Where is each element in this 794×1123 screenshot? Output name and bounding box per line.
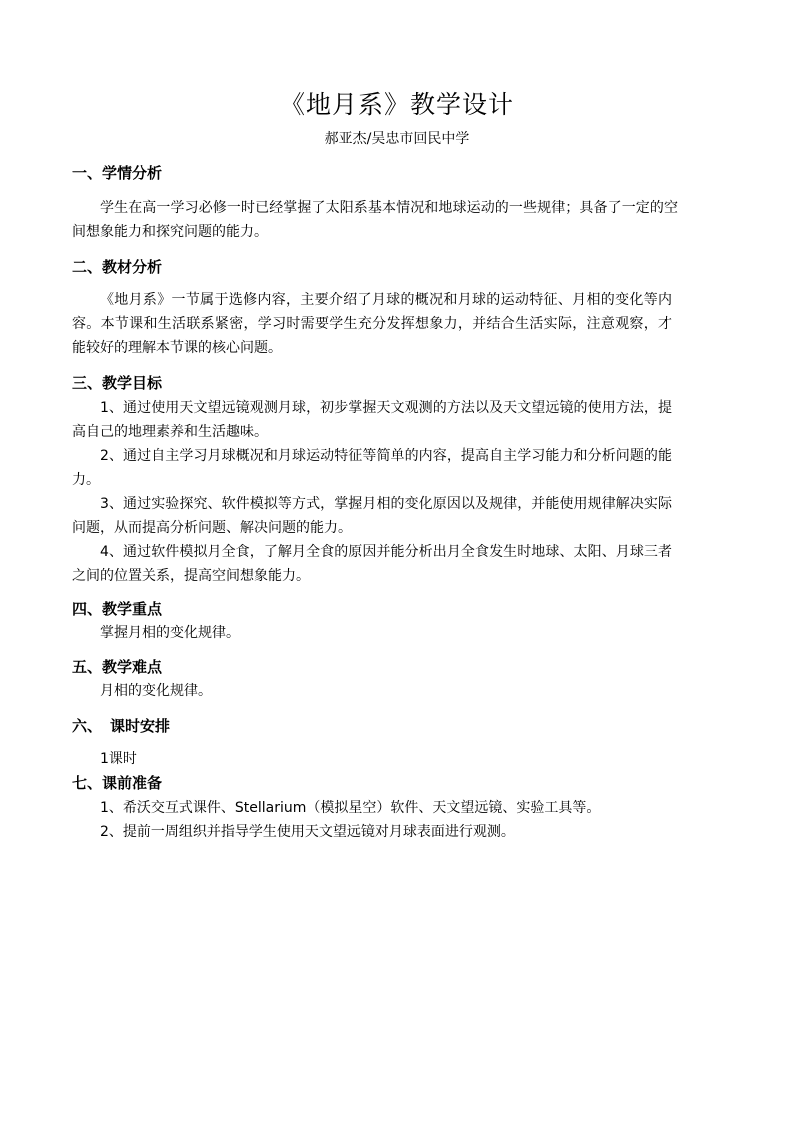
- section-text-learner-analysis: 学生在高一学习必修一时已经掌握了太阳系基本情况和地球运动的一些规律；具备了一定的空间想象能力和探究问题的能力。: [72, 200, 678, 240]
- preparation-item: 2、提前一周组织并指导学生使用天文望远镜对月球表面进行观测。: [100, 824, 515, 840]
- document-author: 郝亚杰/吴忠市回民中学: [324, 131, 470, 147]
- preparation-item: 1、希沃交互式课件、Stellarium（模拟星空）软件、天文望远镜、实验工具等。: [100, 800, 601, 816]
- objective-item: 4、通过软件模拟月全食，了解月全食的原因并能分析出月全食发生时地球、太阳、月球三者之间的位置关系，提高空间想象能力。: [72, 544, 672, 584]
- section-text-schedule: 1课时: [100, 751, 137, 767]
- section-heading-difficulties: 五、教学难点: [72, 658, 163, 676]
- section-heading-learner-analysis: 一、学情分析: [72, 164, 163, 182]
- section-text-key-points: 掌握月相的变化规律。: [100, 625, 240, 641]
- section-heading-schedule-label: 课时安排: [110, 717, 171, 735]
- section-text-difficulties: 月相的变化规律。: [100, 683, 212, 699]
- section-heading-textbook-analysis: 二、教材分析: [72, 258, 163, 276]
- section-heading-preparation: 七、课前准备: [72, 774, 163, 792]
- objective-item: 2、通过自主学习月球概况和月球运动特征等简单的内容，提高自主学习能力和分析问题的能力。: [72, 448, 672, 488]
- objective-item: 1、通过使用天文望远镜观测月球，初步掌握天文观测的方法以及天文望远镜的使用方法，提高自己的地理素养和生活趣味。: [72, 400, 672, 440]
- section-heading-teaching-objectives: 三、教学目标: [72, 374, 163, 392]
- document-title: 《地月系》教学设计: [279, 90, 514, 119]
- section-heading-key-points: 四、教学重点: [72, 600, 163, 618]
- section-text-textbook-analysis: 《地月系》一节属于选修内容，主要介绍了月球的概况和月球的运动特征、月相的变化等内容。本节课和生活联系紧密，学习时需要学生充分发挥想象力，并结合生活实际，注意观察，才能较好的理解本节课的核心问题。: [72, 292, 672, 356]
- objective-item: 3、通过实验探究、软件模拟等方式，掌握月相的变化原因以及规律，并能使用规律解决实际问题，从而提高分析问题、解决问题的能力。: [72, 496, 672, 536]
- section-heading-schedule-number: 六、: [72, 717, 103, 735]
- section-heading-schedule: [72, 714, 170, 738]
